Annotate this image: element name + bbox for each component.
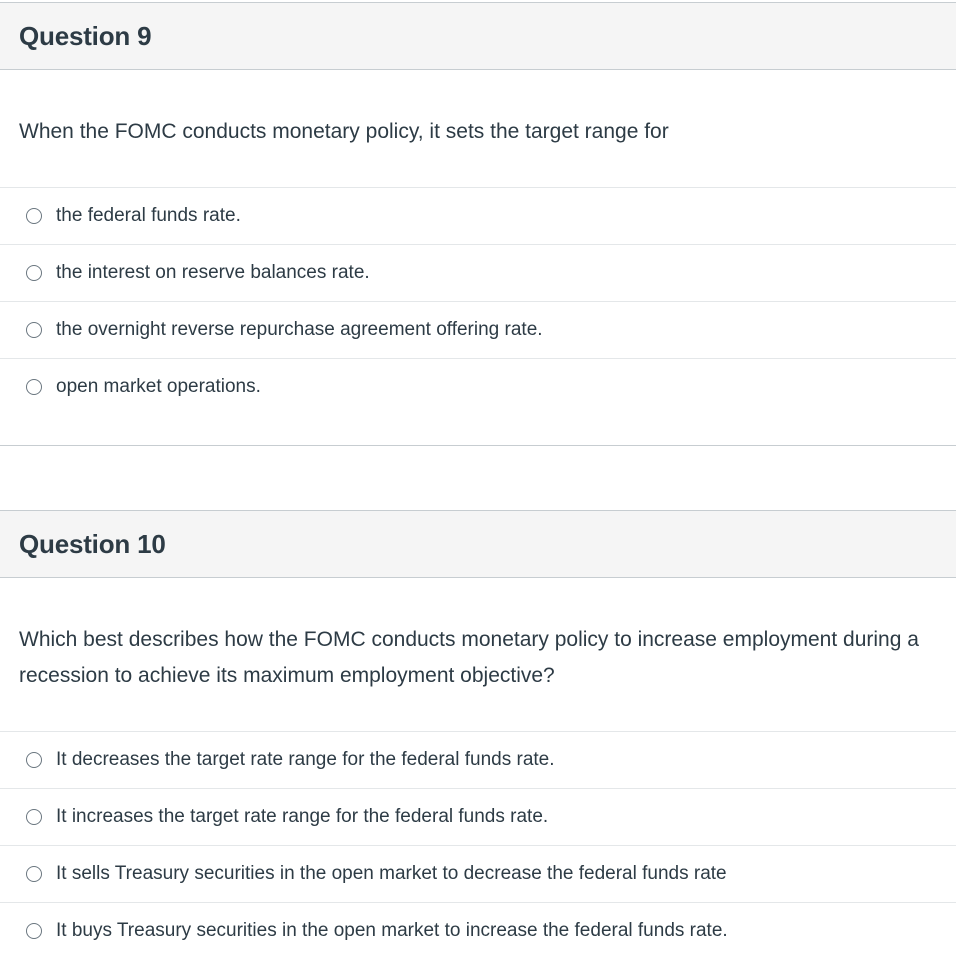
answer-option[interactable] — [0, 845, 956, 902]
radio-button-icon[interactable] — [26, 322, 42, 338]
answer-option[interactable] — [0, 187, 956, 244]
radio-button-icon[interactable] — [26, 866, 42, 882]
question-header — [0, 2, 956, 70]
answer-option[interactable] — [0, 244, 956, 301]
question-9 — [0, 2, 956, 70]
answer-label: It sells Treasury securities in the open market to decrease the federal funds rate — [56, 863, 727, 884]
radio-button-icon[interactable] — [26, 809, 42, 825]
answer-option[interactable] — [0, 301, 956, 358]
answer-label: the interest on reserve balances rate. — [56, 262, 370, 283]
answer-option[interactable] — [0, 788, 956, 845]
answer-option[interactable] — [0, 902, 956, 959]
answer-label: the overnight reverse repurchase agreement offering rate. — [56, 319, 543, 340]
question-10 — [0, 510, 956, 578]
answer-list — [0, 731, 956, 959]
answer-list — [0, 187, 956, 415]
radio-button-icon[interactable] — [26, 265, 42, 281]
radio-button-icon[interactable] — [26, 923, 42, 939]
question-text: Which best describes how the FOMC conducts monetary policy to increase employment during a recession to achieve its maximum employment objective? — [19, 628, 919, 687]
radio-button-icon[interactable] — [26, 208, 42, 224]
answer-label: open market operations. — [56, 376, 261, 397]
answer-option[interactable] — [0, 731, 956, 788]
answer-label: It decreases the target rate range for the federal funds rate. — [56, 749, 555, 770]
question-title: Question 9 — [19, 20, 152, 51]
question-text: When the FOMC conducts monetary policy, it sets the target range for — [19, 120, 669, 143]
answer-option[interactable] — [0, 358, 956, 415]
question-header — [0, 510, 956, 578]
question-title: Question 10 — [19, 528, 166, 559]
question-divider — [0, 445, 956, 446]
answer-label: the federal funds rate. — [56, 205, 241, 226]
radio-button-icon[interactable] — [26, 752, 42, 768]
answer-label: It buys Treasury securities in the open market to increase the federal funds rate. — [56, 920, 728, 941]
radio-button-icon[interactable] — [26, 379, 42, 395]
answer-label: It increases the target rate range for the federal funds rate. — [56, 806, 549, 827]
